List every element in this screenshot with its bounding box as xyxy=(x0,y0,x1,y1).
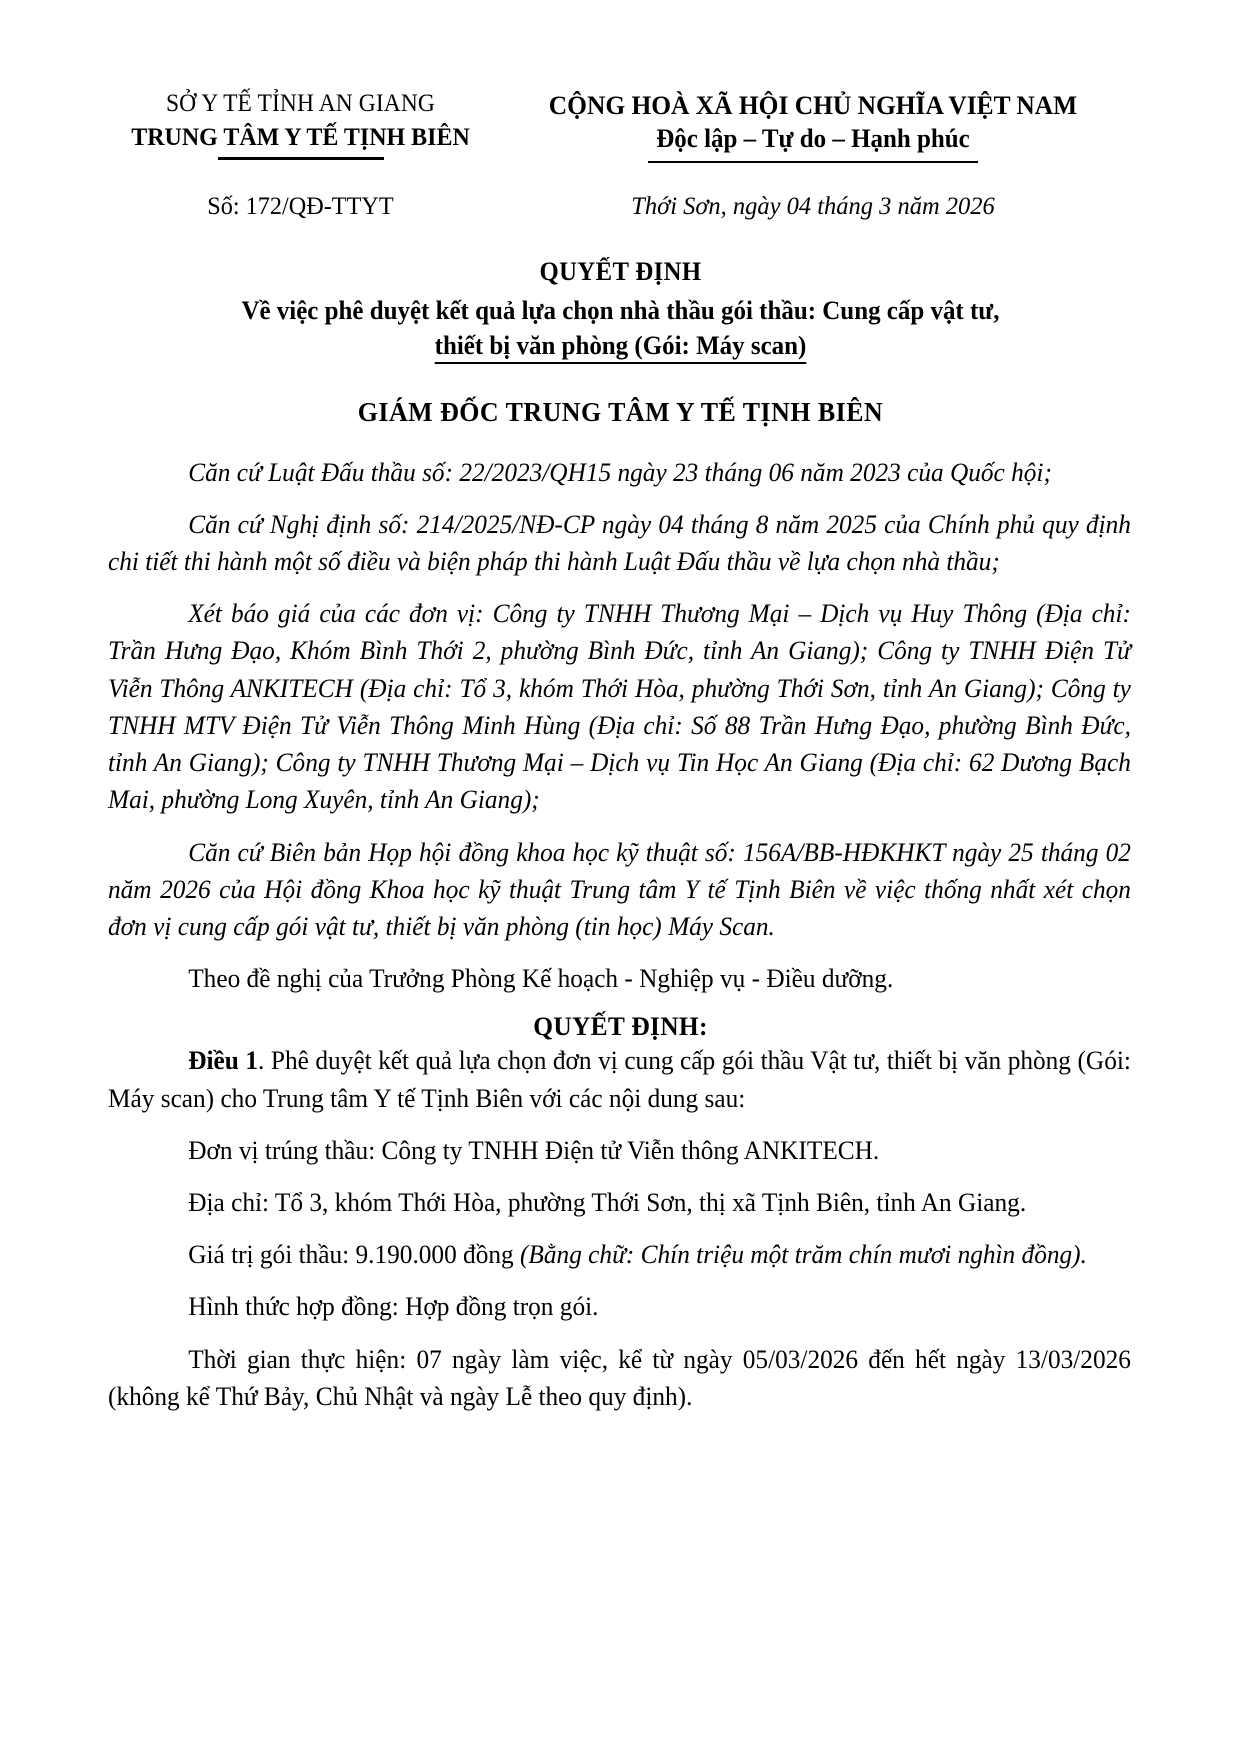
document-subject-line2: thiết bị văn phòng (Gói: Máy scan) xyxy=(435,331,807,364)
center-name: TRUNG TÂM Y TẾ TỊNH BIÊN xyxy=(131,122,470,151)
issuing-organization xyxy=(108,88,493,160)
article-1-text: . Phê duyệt kết quả lựa chọn đơn vị cung cấp gói thầu Vật tư, thiết bị văn phòng (Gói: Máy scan) cho Trung tâm Y tế Tịnh Biên với các nội dung sau: xyxy=(108,1045,1131,1113)
contract-value-figure: Giá trị gói thầu: 9.190.000 đồng xyxy=(188,1239,521,1270)
preamble-basis-decree: Căn cứ Nghị định số: 214/2025/NĐ-CP ngày 04 tháng 8 năm 2025 của Chính phủ quy định chi tiết thi hành một số điều và biện pháp thi hành Luật Đấu thầu về lựa chọn nhà thầu; xyxy=(108,508,1131,576)
implementation-duration: Thời gian thực hiện: 07 ngày làm việc, kể từ ngày 05/03/2026 đến hết ngày 13/03/2026 (không kể Thứ Bảy, Chủ Nhật và ngày Lễ theo quy định). xyxy=(108,1343,1131,1411)
place-and-date: Thới Sơn, ngày 04 tháng 3 năm 2026 xyxy=(631,191,995,221)
contract-value-words: (Bằng chữ: Chín triệu một trăm chín mươi nghìn đồng). xyxy=(520,1239,1087,1270)
preamble-basis-law: Căn cứ Luật Đấu thầu số: 22/2023/QH15 ngày 23 tháng 06 năm 2023 của Quốc hội; xyxy=(188,456,1052,487)
document-subject xyxy=(129,293,1113,363)
winning-bidder: Đơn vị trúng thầu: Công ty TNHH Điện tử Viễn thông ANKITECH. xyxy=(188,1134,880,1165)
document-body xyxy=(108,454,1133,1416)
document-number: Số: 172/QĐ-TTYT xyxy=(207,191,394,221)
preamble-proposal: Theo đề nghị của Trưởng Phòng Kế hoạch - Nghiệp vụ - Điều dưỡng. xyxy=(188,963,894,994)
bidder-address: Địa chỉ: Tổ 3, khóm Thới Hòa, phường Thới Sơn, thị xã Tịnh Biên, tỉnh An Giang. xyxy=(188,1187,1027,1218)
header-divider-left xyxy=(218,157,384,160)
preamble-quotes-review: Xét báo giá của các đơn vị: Công ty TNHH Thương Mại – Dịch vụ Huy Thông (Địa chỉ: Trần Hưng Đạo, Khóm Bình Thới 2, phường Bình Đức, tỉnh An Giang); Công ty TNHH Điện Tử Viễn Thông ANKITECH (Địa chỉ: Tổ 3, khóm Thới Hòa, phường Thới Sơn, tỉnh An Giang); Công ty TNHH MTV Điện Tử Viễn Thông Minh Hùng (Địa chỉ: Số 88 Trần Hưng Đạo, phường Bình Đức, tỉnh An Giang); Công ty TNHH Thương Mại – Dịch vụ Tin Học An Giang (Địa chỉ: 62 Dương Bạch Mai, phường Long Xuyên, tỉnh An Giang); xyxy=(108,598,1131,815)
header-divider-right xyxy=(648,161,978,164)
article-1 xyxy=(108,1042,1131,1116)
decision-heading: QUYẾT ĐỊNH: xyxy=(533,1011,708,1042)
document-type-title: QUYẾT ĐỊNH xyxy=(539,257,702,287)
document-meta-row xyxy=(108,191,1133,221)
preamble-basis-minutes: Căn cứ Biên bản Họp hội đồng khoa học kỹ thuật số: 156A/BB-HĐKHKT ngày 25 tháng 02 năm 2026 của Hội đồng Khoa học kỹ thuật Trung tâm Y tế Tịnh Biên về việc thống nhất xét chọn đơn vị cung cấp gói vật tư, thiết bị văn phòng (tin học) Máy Scan. xyxy=(108,836,1131,941)
issuing-authority: GIÁM ĐỐC TRUNG TÂM Y TẾ TỊNH BIÊN xyxy=(357,396,884,427)
document-header xyxy=(108,88,1133,163)
article-1-label: Điều 1 xyxy=(188,1045,259,1076)
title-block xyxy=(108,257,1133,363)
contract-value xyxy=(108,1236,1131,1273)
national-motto: Độc lập – Tự do – Hạnh phúc xyxy=(656,124,970,154)
national-heading xyxy=(493,88,1133,163)
contract-type: Hình thức hợp đồng: Hợp đồng trọn gói. xyxy=(188,1291,599,1322)
department-name: SỞ Y TẾ TỈNH AN GIANG xyxy=(166,90,435,117)
document-subject-line1: Về việc phê duyệt kết quả lựa chọn nhà thầu gói thầu: Cung cấp vật tư, xyxy=(241,296,1000,326)
country-name: CỘNG HOÀ XÃ HỘI CHỦ NGHĨA VIỆT NAM xyxy=(548,90,1078,120)
